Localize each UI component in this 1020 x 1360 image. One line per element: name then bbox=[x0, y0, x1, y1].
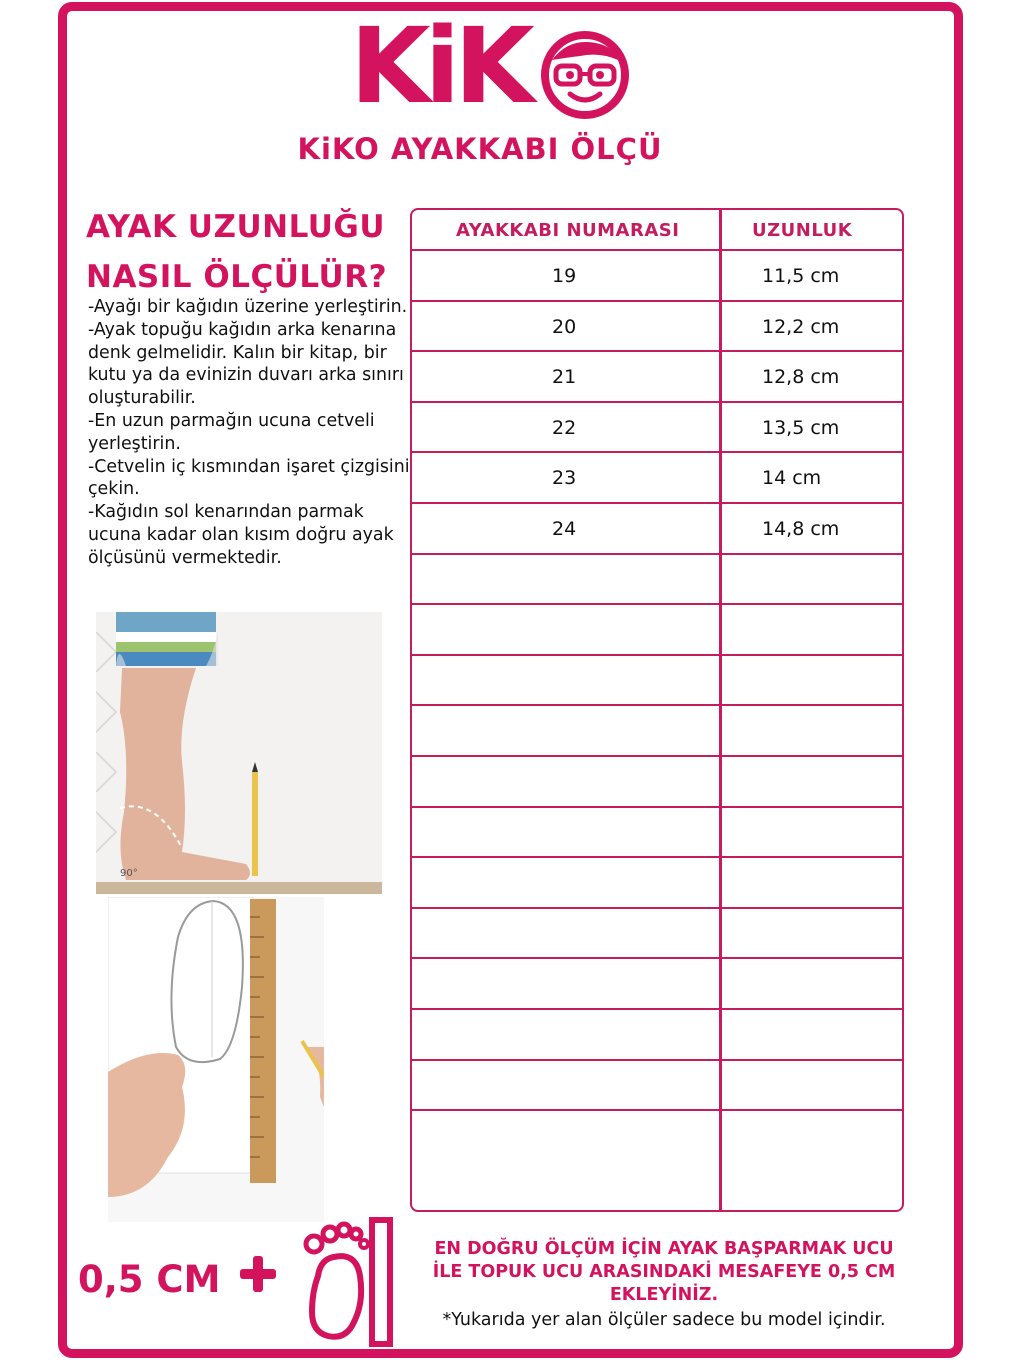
table-row bbox=[412, 656, 902, 707]
table-row bbox=[412, 909, 902, 960]
howto-title: AYAK UZUNLUĞU NASIL ÖLÇÜLÜR? bbox=[86, 209, 388, 295]
table-row: 20 12,2 cm bbox=[412, 302, 902, 353]
instruction-step: -Cetvelin iç kısmından işaret çizgisini çekin. bbox=[88, 456, 410, 500]
table-header-row bbox=[412, 210, 902, 251]
table-row bbox=[412, 959, 902, 1010]
table-row bbox=[412, 555, 902, 606]
angle-label: 90° bbox=[120, 868, 138, 879]
table-row: 19 11,5 cm bbox=[412, 251, 902, 302]
table-row bbox=[412, 757, 902, 808]
table-row bbox=[412, 706, 902, 757]
leg-measurement-photo bbox=[96, 612, 382, 894]
table-row: 21 12,8 cm bbox=[412, 352, 902, 403]
brand-subtitle: KiKO AYAKKABI ÖLÇÜ bbox=[297, 132, 663, 166]
model-disclaimer: *Yukarıda yer alan ölçüler sadece bu model içindir. bbox=[442, 1310, 886, 1330]
footprint-icon bbox=[300, 1216, 400, 1348]
measurement-note: EN DOĞRU ÖLÇÜM İÇİN AYAK BAŞPARMAK UCU İLE TOPUK UCU ARASINDAKİ MESAFEYE 0,5 CM EKLEYİNİZ. bbox=[432, 1239, 896, 1305]
instruction-step: -Kağıdın sol kenarından parmak ucuna kadar olan kısım doğru ayak ölçüsünü vermektedir. bbox=[88, 502, 394, 568]
header-shoe-size: AYAKKABI NUMARASI bbox=[456, 220, 680, 241]
foot-outline-photo bbox=[108, 897, 324, 1222]
table-row bbox=[412, 1111, 902, 1162]
header-length: UZUNLUK bbox=[752, 220, 853, 241]
table-row: 23 14 cm bbox=[412, 453, 902, 504]
table-row bbox=[412, 808, 902, 859]
table-row bbox=[412, 1010, 902, 1061]
table-row: 22 13,5 cm bbox=[412, 403, 902, 454]
extra-length-label: 0,5 CM bbox=[78, 1258, 221, 1301]
logo-wordmark: KiK bbox=[350, 5, 529, 127]
plus-icon bbox=[238, 1254, 278, 1294]
table-row: 24 14,8 cm bbox=[412, 504, 902, 555]
logo-face-icon bbox=[540, 30, 630, 120]
kiko-logo bbox=[350, 5, 630, 128]
instruction-step: -Ayağı bir kağıdın üzerine yerleştirin. bbox=[88, 297, 408, 317]
instruction-step: -En uzun parmağın ucuna cetveli yerleştirin. bbox=[88, 410, 375, 454]
table-row bbox=[412, 1061, 902, 1112]
table-row bbox=[412, 605, 902, 656]
size-table bbox=[410, 208, 904, 1212]
instructions-text bbox=[88, 296, 413, 570]
table-row bbox=[412, 858, 902, 909]
instruction-step: -Ayak topuğu kağıdın arka kenarına denk gelmelidir. Kalın bir kitap, bir kutu ya da evinizin duvarı arka sınırı oluşturabilir. bbox=[88, 319, 404, 409]
